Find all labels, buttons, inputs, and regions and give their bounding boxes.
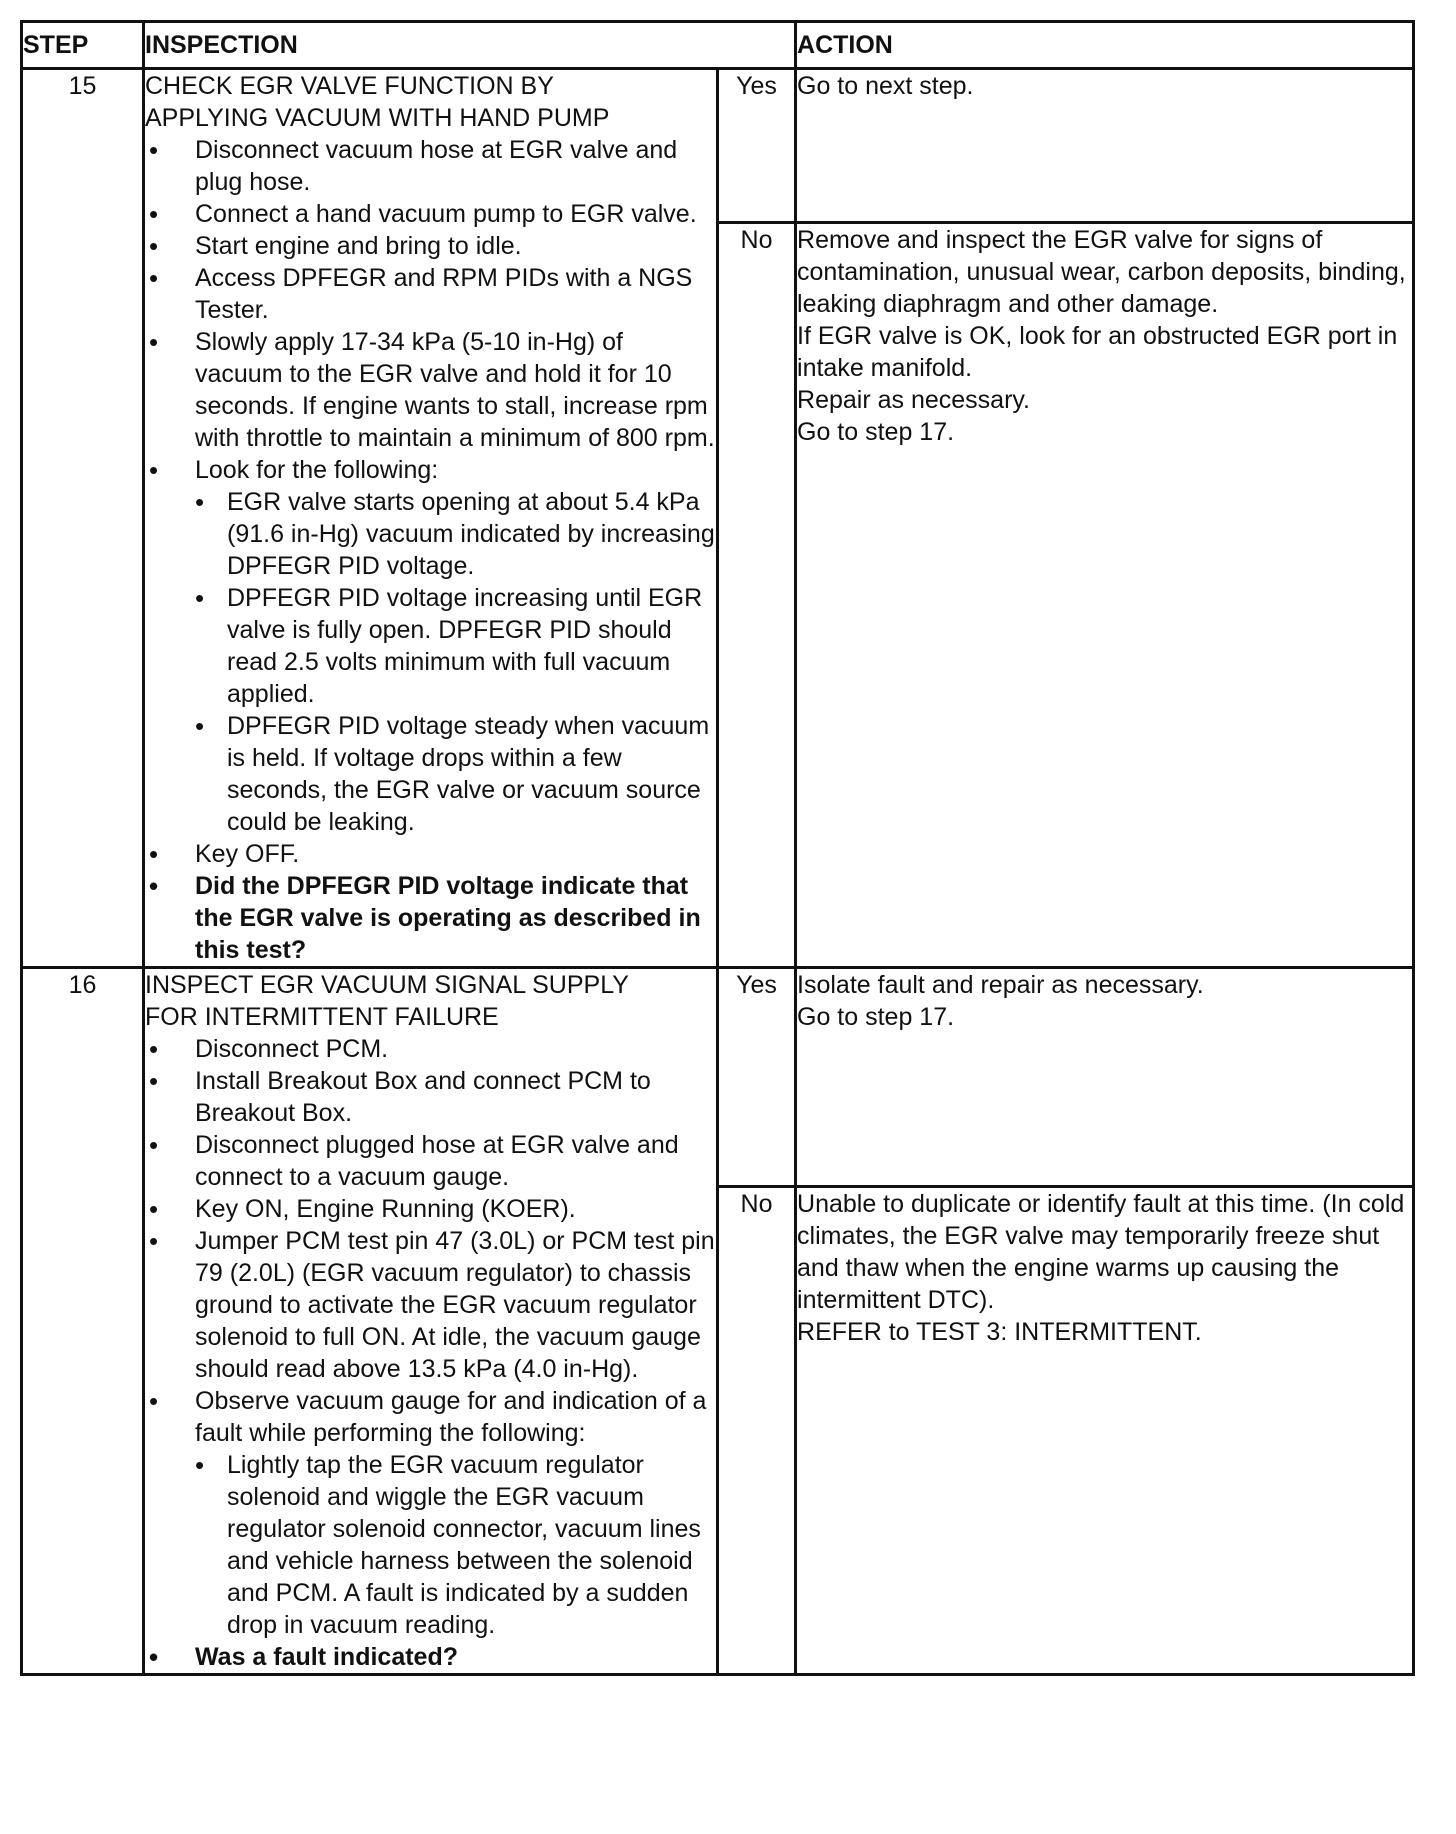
list-item: • Disconnect vacuum hose at EGR valve and plug hose. bbox=[145, 134, 716, 198]
inspection-question: • Did the DPFEGR PID voltage indicate that the EGR valve is operating as described in this test? bbox=[145, 870, 716, 966]
list-item: • Access DPFEGR and RPM PIDs with a NGS Tester. bbox=[145, 262, 716, 326]
step-number: 15 bbox=[22, 69, 144, 968]
yes-label: Yes bbox=[718, 69, 796, 223]
inspection-cell bbox=[144, 968, 718, 1675]
inspection-title: INSPECT EGR VACUUM SIGNAL SUPPLY FOR INTERMITTENT FAILURE bbox=[145, 971, 629, 1031]
inspection-steps bbox=[145, 1033, 716, 1673]
header-inspection: INSPECTION bbox=[144, 22, 796, 69]
yes-label: Yes bbox=[718, 968, 796, 1187]
sub-list bbox=[195, 486, 716, 838]
inspection-cell bbox=[144, 69, 718, 968]
list-item: • Key OFF. bbox=[145, 838, 716, 870]
list-item: • Look for the following: • EGR valve starts opening at about 5.4 kPa (91.6 in-Hg) vacuum indicated by increasing DPFEGR PID voltage. • DPFEGR PID voltage increasing until EGR valve is fully open. DPFEGR PID should read 2.5 volts minimum with full vacuum applied. • DPFEGR PID voltage steady when vacuum is held. If voltage drops within a few seconds, the EGR valve or vacuum source could be leaking. bbox=[145, 454, 716, 838]
no-label: No bbox=[718, 1186, 796, 1674]
header-step: STEP bbox=[22, 22, 144, 69]
list-item: • Disconnect PCM. bbox=[145, 1033, 716, 1065]
no-action: Remove and inspect the EGR valve for signs of contamination, unusual wear, carbon deposits, binding, leaking diaphragm and other damage. If EGR valve is OK, look for an obstructed EGR port in intake manifold. Repair as necessary. Go to step 17. bbox=[796, 223, 1414, 968]
inspection-title: CHECK EGR VALVE FUNCTION BY APPLYING VACUUM WITH HAND PUMP bbox=[145, 72, 610, 132]
inspection-steps bbox=[145, 134, 716, 966]
list-item: • Observe vacuum gauge for and indication of a fault while performing the following: • Lightly tap the EGR vacuum regulator solenoid and wiggle the EGR vacuum regulator solenoid connector, vacuum lines and vehicle harness between the solenoid and PCM. A fault is indicated by a sudden drop in vacuum reading. bbox=[145, 1385, 716, 1641]
list-item: • Key ON, Engine Running (KOER). bbox=[145, 1193, 716, 1225]
no-label: No bbox=[718, 223, 796, 968]
list-item: • Disconnect plugged hose at EGR valve and connect to a vacuum gauge. bbox=[145, 1129, 716, 1193]
yes-action: Isolate fault and repair as necessary. Go to step 17. bbox=[796, 968, 1414, 1187]
inspection-question: • Was a fault indicated? bbox=[145, 1641, 716, 1673]
no-action: Unable to duplicate or identify fault at this time. (In cold climates, the EGR valve may temporarily freeze shut and thaw when the engine warms up causing the intermittent DTC). REFER to TEST 3: INTERMITTENT. bbox=[796, 1186, 1414, 1674]
list-item: • Slowly apply 17-34 kPa (5-10 in-Hg) of vacuum to the EGR valve and hold it for 10 seconds. If engine wants to stall, increase rpm with throttle to maintain a minimum of 800 rpm. bbox=[145, 326, 716, 454]
step-number: 16 bbox=[22, 968, 144, 1675]
sub-list bbox=[195, 1449, 716, 1641]
sub-list-item: • DPFEGR PID voltage steady when vacuum is held. If voltage drops within a few seconds, the EGR valve or vacuum source could be leaking. bbox=[195, 710, 716, 838]
table-header-row bbox=[22, 22, 1414, 69]
sub-list-item: • Lightly tap the EGR vacuum regulator solenoid and wiggle the EGR vacuum regulator solenoid connector, vacuum lines and vehicle harness between the solenoid and PCM. A fault is indicated by a sudden drop in vacuum reading. bbox=[195, 1449, 716, 1641]
table-row bbox=[22, 69, 1414, 223]
list-item: • Start engine and bring to idle. bbox=[145, 230, 716, 262]
table-row bbox=[22, 968, 1414, 1187]
header-action: ACTION bbox=[796, 22, 1414, 69]
list-item: • Jumper PCM test pin 47 (3.0L) or PCM test pin 79 (2.0L) (EGR vacuum regulator) to chassis ground to activate the EGR vacuum regulator solenoid to full ON. At idle, the vacuum gauge should read above 13.5 kPa (4.0 in-Hg). bbox=[145, 1225, 716, 1385]
diagnostic-table bbox=[20, 20, 1415, 1676]
sub-list-item: • EGR valve starts opening at about 5.4 kPa (91.6 in-Hg) vacuum indicated by increasing DPFEGR PID voltage. bbox=[195, 486, 716, 582]
sub-list-item: • DPFEGR PID voltage increasing until EGR valve is fully open. DPFEGR PID should read 2.5 volts minimum with full vacuum applied. bbox=[195, 582, 716, 710]
list-item: • Connect a hand vacuum pump to EGR valve. bbox=[145, 198, 716, 230]
list-item: • Install Breakout Box and connect PCM to Breakout Box. bbox=[145, 1065, 716, 1129]
yes-action: Go to next step. bbox=[796, 69, 1414, 223]
